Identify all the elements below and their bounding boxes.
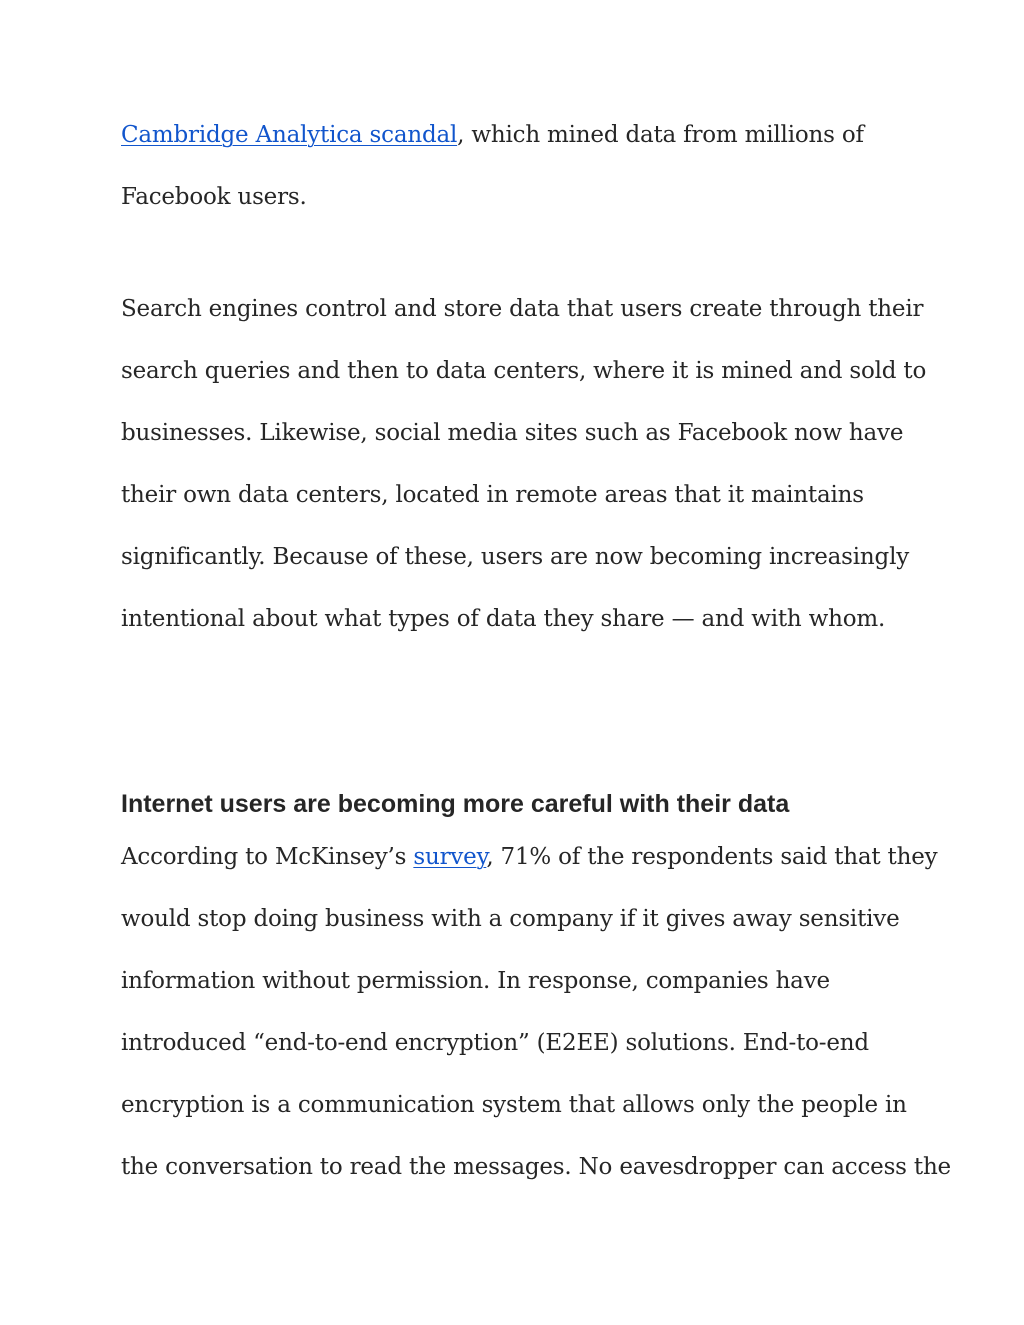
paragraph-text: According to McKinsey’s bbox=[121, 844, 414, 870]
paragraph-line: encryption is a communication system that allows only the people in bbox=[121, 1092, 907, 1118]
paragraph-line: information without permission. In response, companies have bbox=[121, 968, 830, 994]
paragraph-line: significantly. Because of these, users are now becoming increasingly bbox=[121, 544, 910, 570]
paragraph-line: Facebook users. bbox=[121, 184, 307, 210]
paragraph-line: Search engines control and store data that users create through their bbox=[121, 296, 924, 322]
paragraph-line bbox=[121, 104, 921, 166]
paragraph-line: search queries and then to data centers, where it is mined and sold to bbox=[121, 358, 927, 384]
paragraph-line: introduced “end-to-end encryption” (E2EE) solutions. End-to-end bbox=[121, 1030, 869, 1056]
paragraph-line: businesses. Likewise, social media sites such as Facebook now have bbox=[121, 420, 904, 446]
cambridge-analytica-link[interactable]: Cambridge Analytica scandal bbox=[121, 122, 458, 148]
paragraph-line: intentional about what types of data they share — and with whom. bbox=[121, 606, 886, 632]
paragraph-line: would stop doing business with a company if it gives away sensitive bbox=[121, 906, 900, 932]
paragraph-line: the conversation to read the messages. No eavesdropper can access the bbox=[121, 1154, 951, 1180]
paragraph-line bbox=[121, 826, 938, 888]
paragraph-text: , 71% of the respondents said that they bbox=[486, 844, 938, 870]
paragraph-text: , which mined data from millions of bbox=[457, 122, 864, 148]
paragraph-line: their own data centers, located in remote areas that it maintains bbox=[121, 482, 864, 508]
paragraph-mckinsey-survey bbox=[121, 826, 951, 1198]
paragraph-cambridge-analytica bbox=[121, 104, 921, 228]
paragraph-search-engines bbox=[121, 278, 927, 650]
section-heading: Internet users are becoming more careful with their data bbox=[121, 790, 790, 818]
survey-link[interactable]: survey bbox=[413, 844, 487, 870]
